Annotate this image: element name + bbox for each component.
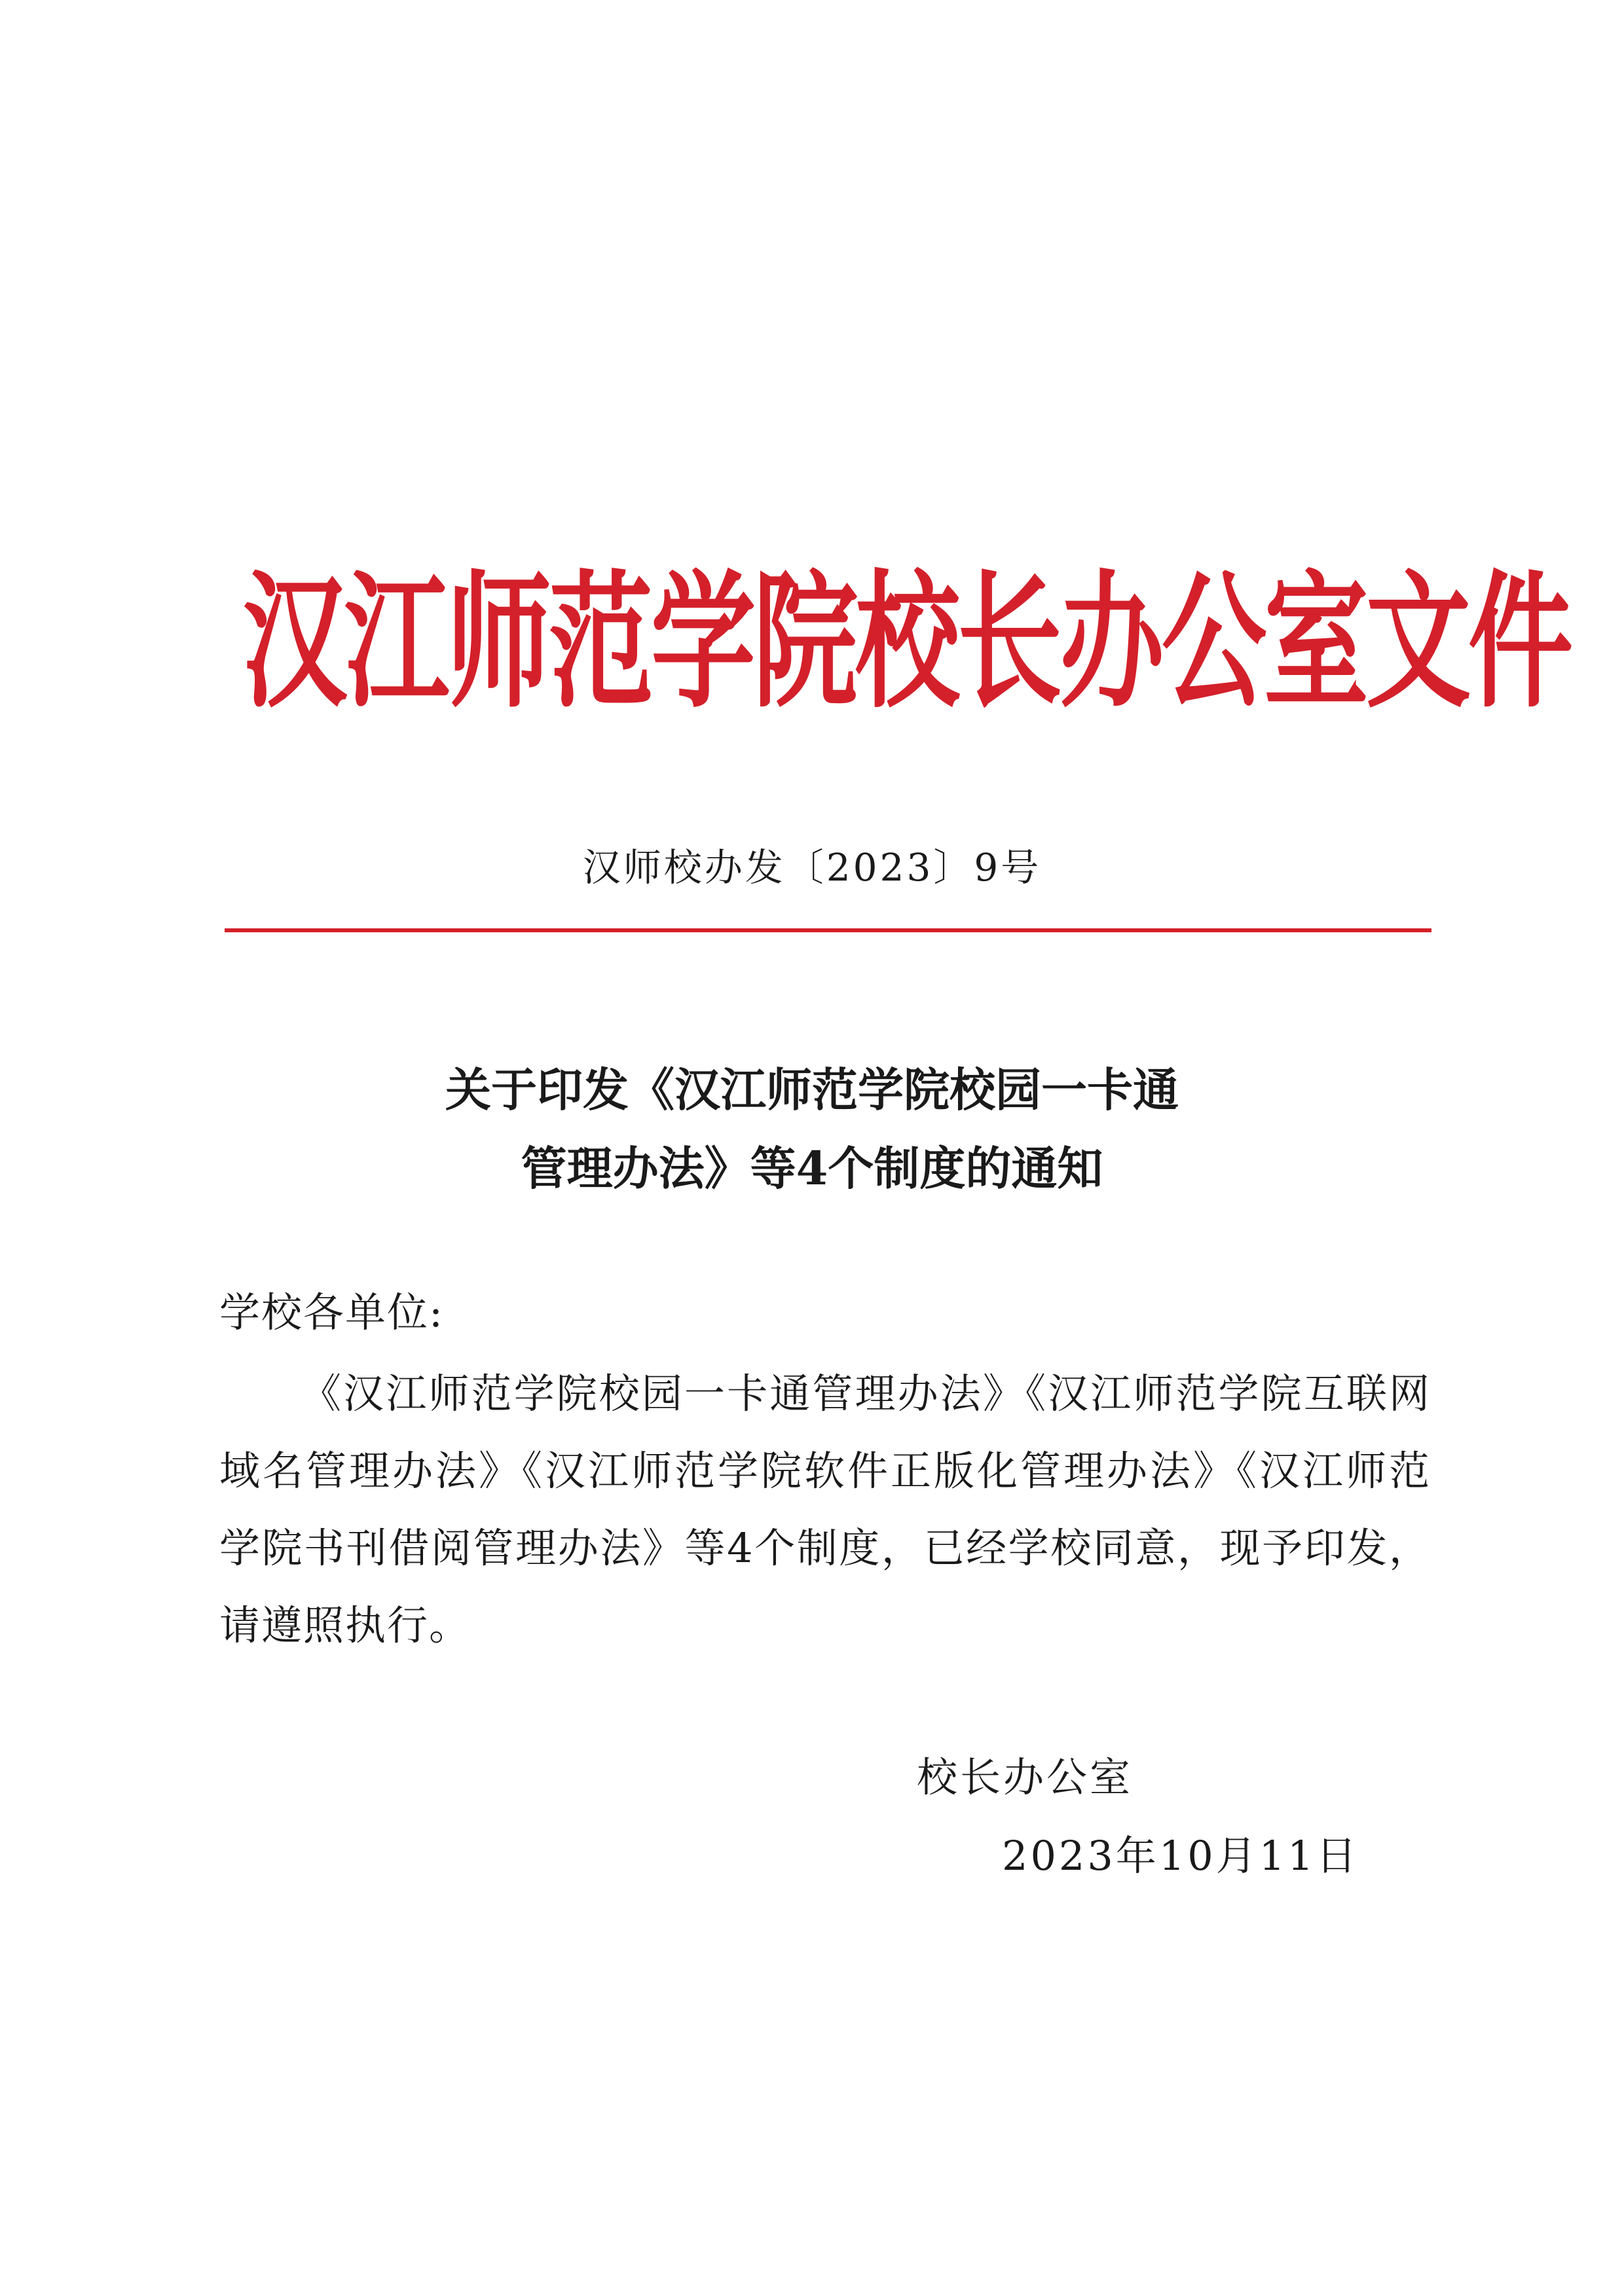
body-paragraph: 《汉江师范学院校园一卡通管理办法》《汉江师范学院互联网域名管理办法》《汉江师范学院软件正版化管理办法》《汉江师范学院书刊借阅管理办法》等4个制度，已经学校同意，现予印发，请遵照执行。 bbox=[219, 1370, 1431, 1649]
issue-date: 2023年10月11日 bbox=[1002, 1832, 1359, 1880]
salutation: 学校各单位: bbox=[219, 1288, 444, 1336]
notice-title bbox=[0, 1051, 1624, 1208]
red-divider-line bbox=[225, 928, 1431, 932]
notice-title-line-1: 关于印发《汉江师范学院校园一卡通 bbox=[445, 1063, 1179, 1117]
masthead-title: 汉江师范学院校长办公室文件 bbox=[242, 555, 1571, 728]
issuer-signature: 校长办公室 bbox=[917, 1753, 1134, 1801]
document-number: 汉师校办发〔2023〕9号 bbox=[582, 845, 1042, 890]
notice-title-line-2: 管理办法》等4个制度的通知 bbox=[521, 1141, 1103, 1195]
